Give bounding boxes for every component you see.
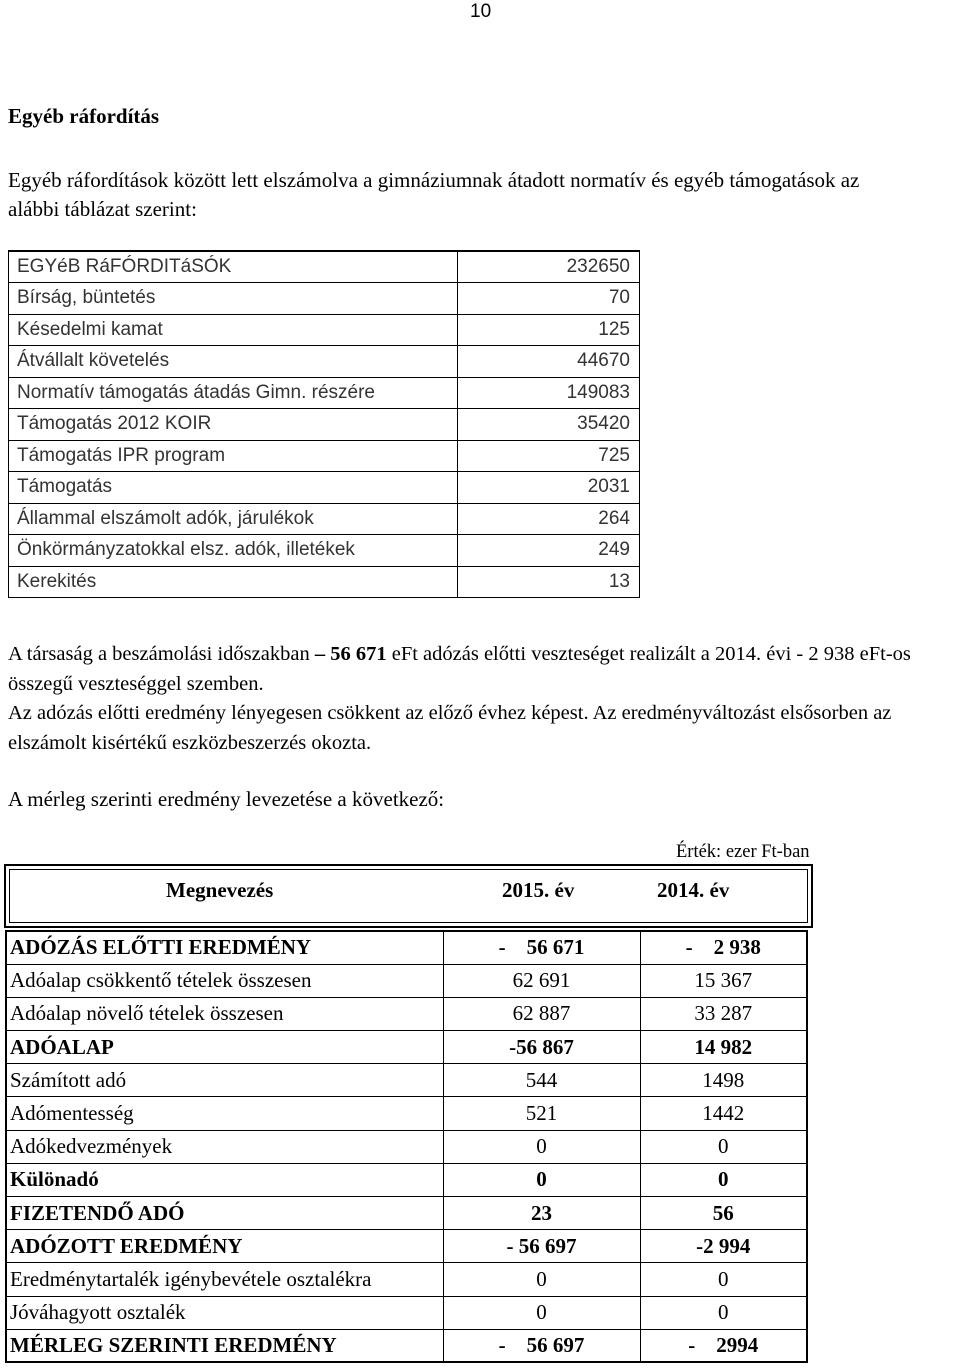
- expense-row: [9, 409, 640, 441]
- result-row: [6, 1130, 807, 1163]
- result-value-2015: 0: [443, 1263, 640, 1296]
- expense-label: Támogatás IPR program: [9, 440, 458, 472]
- result-row: [6, 964, 807, 997]
- expense-row: [9, 503, 640, 535]
- expense-value: 35420: [458, 409, 640, 441]
- result-name: ADÓZOTT EREDMÉNY: [6, 1230, 443, 1263]
- result-name: Adóalap növelő tételek összesen: [6, 997, 443, 1030]
- result-table-body: [6, 931, 807, 1362]
- expense-value: 149083: [458, 377, 640, 409]
- section-title: Egyéb ráfordítás: [8, 104, 160, 128]
- result-value-2014: 1442: [640, 1097, 807, 1130]
- result-name: Számított adó: [6, 1064, 443, 1097]
- result-row: [6, 1230, 807, 1263]
- header-name: Megnevezés: [166, 878, 274, 902]
- result-table-header-inner: [9, 869, 808, 923]
- expense-value: 70: [458, 283, 640, 315]
- expense-label: Bírság, büntetés: [9, 283, 458, 315]
- result-value-2015: 0: [443, 1296, 640, 1329]
- expense-label: Támogatás: [9, 472, 458, 504]
- result-name: ADÓALAP: [6, 1031, 443, 1064]
- expense-value: 44670: [458, 346, 640, 378]
- result-value-2015: 521: [443, 1097, 640, 1130]
- result-text-part2: eFt adózás előtti veszteséget realizált a 2014. évi - 2 938 eFt-os összegű veszteséggel szemben.: [8, 643, 911, 695]
- page-number: 10: [470, 1, 492, 22]
- header-2015: 2015. év: [502, 878, 575, 902]
- result-table: [5, 930, 808, 1363]
- result-value-2014: 33 287: [640, 997, 807, 1030]
- expense-label: Késedelmi kamat: [9, 314, 458, 346]
- unit-note: Érték: ezer Ft-ban: [676, 842, 810, 862]
- result-name: Jóváhagyott osztalék: [6, 1296, 443, 1329]
- result-value-2014: - 2994: [640, 1329, 807, 1362]
- expense-row: [9, 440, 640, 472]
- expense-row: [9, 346, 640, 378]
- result-value-2014: 15 367: [640, 964, 807, 997]
- result-table-header: [4, 864, 813, 928]
- expense-label: Normatív támogatás átadás Gimn. részére: [9, 377, 458, 409]
- expense-label: Támogatás 2012 KOIR: [9, 409, 458, 441]
- result-row: [6, 1163, 807, 1196]
- result-name: Különadó: [6, 1163, 443, 1196]
- derivation-intro: A mérleg szerinti eredmény levezetése a következő:: [8, 787, 445, 811]
- expense-label: Kerekités: [9, 566, 458, 598]
- expense-row: [9, 314, 640, 346]
- result-row: [6, 931, 807, 964]
- expense-row: [9, 472, 640, 504]
- result-text-line2: Az adózás előtti eredmény lényegesen csökkent az előző évhez képest. Az eredményváltozást elsősorben az elszámolt kisértékű eszközbeszerzés okozta.: [8, 702, 892, 754]
- result-value-2015: - 56 697: [443, 1230, 640, 1263]
- result-value-2015: - 56 671: [443, 931, 640, 964]
- result-value-2015: -56 867: [443, 1031, 640, 1064]
- expense-value: 125: [458, 314, 640, 346]
- result-row: [6, 1064, 807, 1097]
- result-value-2014: 0: [640, 1130, 807, 1163]
- result-value-2015: - 56 697: [443, 1329, 640, 1362]
- expense-label: Átvállalt követelés: [9, 346, 458, 378]
- result-value-2014: - 2 938: [640, 931, 807, 964]
- intro-paragraph: Egyéb ráfordítások között lett elszámolva a gimnáziumnak átadott normatív és egyéb támogatások az alábbi táblázat szerint:: [8, 168, 860, 221]
- result-value-2014: 0: [640, 1163, 807, 1196]
- expense-value: 2031: [458, 472, 640, 504]
- result-row: [6, 1097, 807, 1130]
- result-value-2015: 23: [443, 1197, 640, 1230]
- expense-row: [9, 566, 640, 598]
- result-value-2014: -2 994: [640, 1230, 807, 1263]
- result-value-2015: 62 887: [443, 997, 640, 1030]
- expense-row: [9, 251, 640, 283]
- result-name: Eredménytartalék igénybevétele osztalékra: [6, 1263, 443, 1296]
- header-2014: 2014. év: [657, 878, 730, 902]
- result-row: [6, 1031, 807, 1064]
- result-value-2014: 1498: [640, 1064, 807, 1097]
- result-value-2014: 56: [640, 1197, 807, 1230]
- expense-value: 249: [458, 535, 640, 567]
- result-value-2015: 0: [443, 1130, 640, 1163]
- result-name: Adómentesség: [6, 1097, 443, 1130]
- result-value-2014: 0: [640, 1296, 807, 1329]
- result-name: FIZETENDŐ ADÓ: [6, 1197, 443, 1230]
- result-row: [6, 997, 807, 1030]
- result-name: MÉRLEG SZERINTI EREDMÉNY: [6, 1329, 443, 1362]
- result-name: Adókedvezmények: [6, 1130, 443, 1163]
- result-text-part1: A társaság a beszámolási időszakban: [8, 643, 315, 665]
- result-row: [6, 1329, 807, 1362]
- expense-table-body: [9, 251, 640, 598]
- result-value-2014: 0: [640, 1263, 807, 1296]
- expense-value: 264: [458, 503, 640, 535]
- expense-label: Önkörmányzatokkal elsz. adók, illetékek: [9, 535, 458, 567]
- result-name: ADÓZÁS ELŐTTI EREDMÉNY: [6, 931, 443, 964]
- result-row: [6, 1263, 807, 1296]
- result-value-2015: 0: [443, 1163, 640, 1196]
- result-name: Adóalap csökkentő tételek összesen: [6, 964, 443, 997]
- result-row: [6, 1296, 807, 1329]
- expense-row: [9, 377, 640, 409]
- expense-value: 13: [458, 566, 640, 598]
- result-paragraph: [8, 640, 958, 758]
- result-amount: – 56 671: [314, 643, 387, 665]
- expense-row: [9, 535, 640, 567]
- expense-label: Állammal elszámolt adók, járulékok: [9, 503, 458, 535]
- expense-table: [8, 250, 640, 598]
- expense-row: [9, 283, 640, 315]
- expense-value: 232650: [458, 251, 640, 283]
- result-value-2015: 544: [443, 1064, 640, 1097]
- result-row: [6, 1197, 807, 1230]
- expense-label: EGYéB RáFÓRDITáSÓK: [9, 251, 458, 283]
- result-value-2015: 62 691: [443, 964, 640, 997]
- expense-value: 725: [458, 440, 640, 472]
- result-value-2014: 14 982: [640, 1031, 807, 1064]
